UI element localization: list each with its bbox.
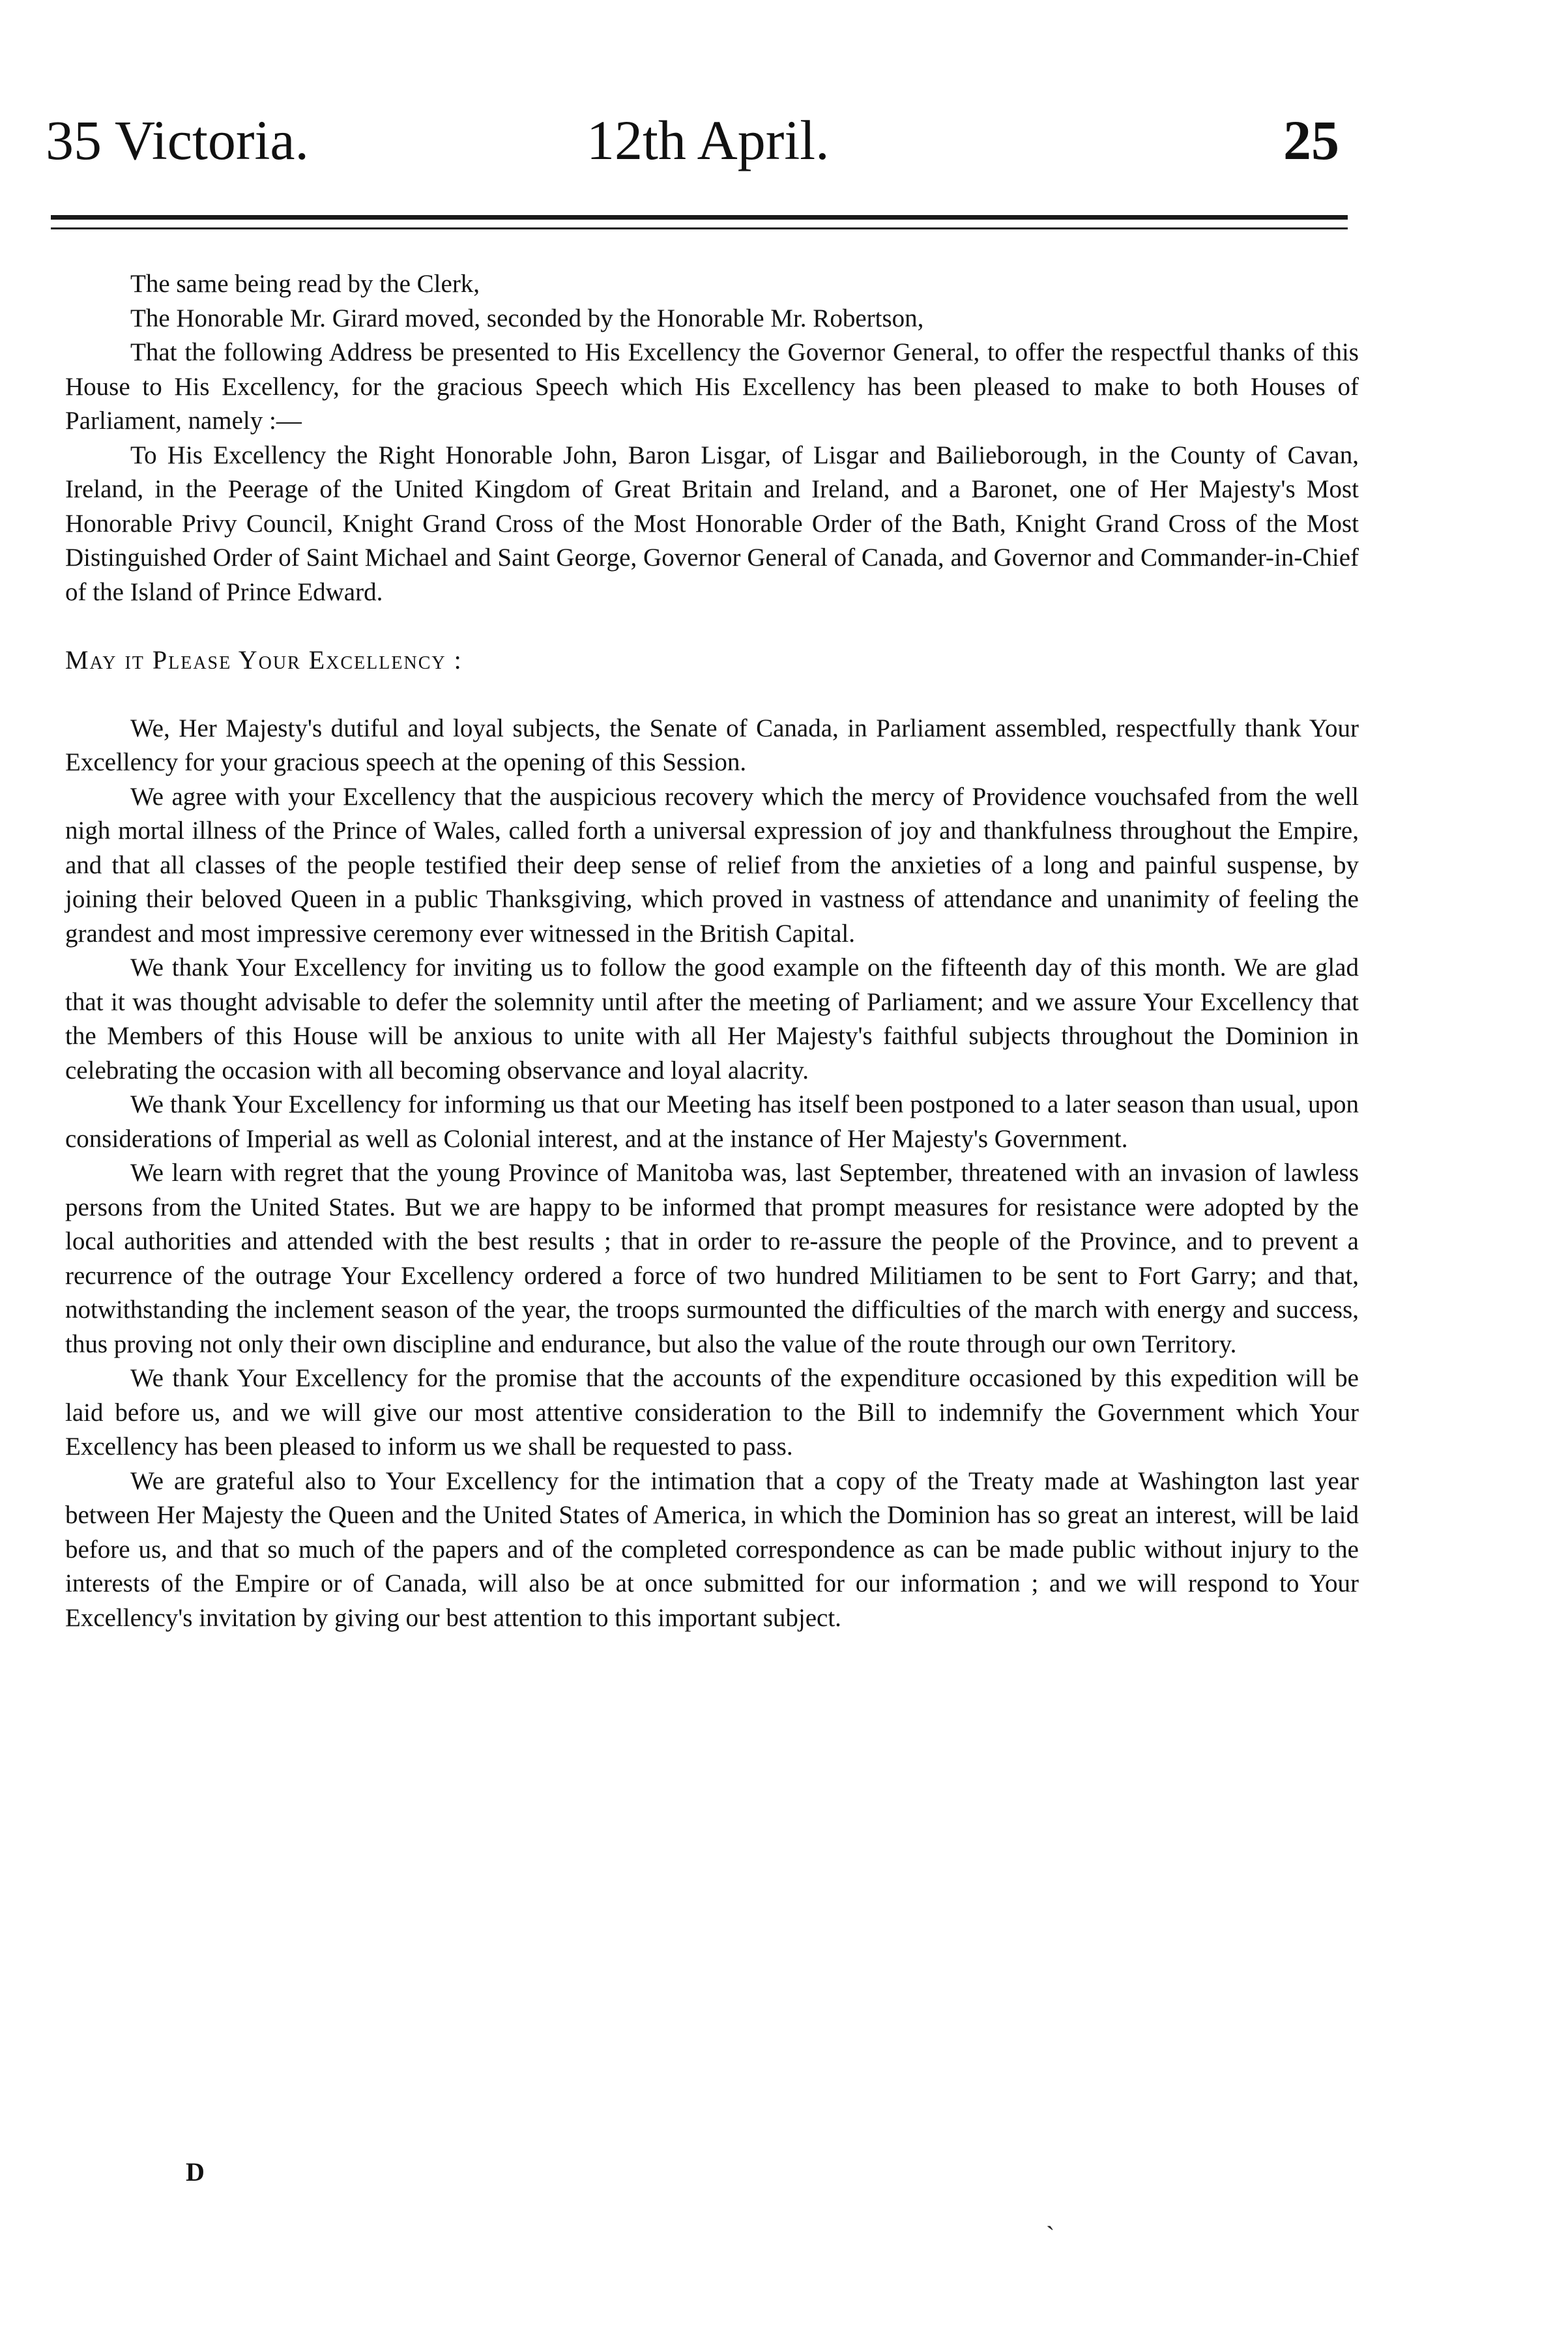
address-paragraph: We thank Your Excellency for the promise that the accounts of the expenditure occasioned by this expedition will be laid before us, and we will give our most attentive consideration to the Bill to indemnify the Government which Your Excellency has been pleased to inform us we shall be requested to pass. [65,1364,1359,1461]
address-paragraph: We, Her Majesty's dutiful and loyal subjects, the Senate of Canada, in Parliament assembled, respectfully thank Your Excellency for your gracious speech at the opening of this Session. [65,714,1359,776]
thick-rule [51,215,1348,220]
address-paragraph: We learn with regret that the young Province of Manitoba was, last September, threatened with an invasion of lawless persons from the United States. But we are happy to be informed that prompt measures for resistance were adopted by the local authorities and attended with the best results ; that in order to re-assure the people of the Province, and to prevent a recurrence of the outrage Your Excellency ordered a force of two hundred Militiamen to be sent to Fort Garry; and that, notwithstanding the inclement season of the year, the troops surmounted the difficulties of the march with energy and success, thus proving not only their own discipline and endurance, but also the value of the route through our own Territory. [65,1159,1359,1358]
address-paragraph: We thank Your Excellency for informing us that our Meeting has itself been postponed to a later season than usual, upon considerations of Imperial as well as Colonial interest, and at the instance of Her Majesty's Government. [65,1090,1359,1153]
header-rules [51,215,1348,229]
signature-mark: D [186,2157,205,2187]
paragraph: The Honorable Mr. Girard moved, seconded by the Honorable Mr. Robertson, [130,304,924,332]
paragraph: That the following Address be presented to His Excellency the Governor General, to offer the respectful thanks of this House to His Excellency, for the gracious Speech which His Excellency has been pleased to make to both Houses of Parliament, namely :— [65,338,1359,435]
address-paragraph: We agree with your Excellency that the auspicious recovery which the mercy of Providence vouchsafed from the well nigh mortal illness of the Prince of Wales, called forth a universal expression of joy and thankfulness throughout the Empire, and that all classes of the people testified their deep sense of relief from the anxieties of a long and painful suspense, by joining their beloved Queen in a public Thanksgiving, which proved in vastness of attendance and unanimity of feeling the grandest and most impressive ceremony ever witnessed in the British Capital. [65,782,1359,948]
stray-mark: ˎ [1046,2201,1055,2230]
header-reign: 35 Victoria. [46,109,310,171]
address-paragraph: We are grateful also to Your Excellency for the intimation that a copy of the Treaty made at Washington last year between Her Majesty the Queen and the United States of America, in which the Dominion has so great an interest, will be laid before us, and that so much of the papers and of the completed correspondence as can be made public without injury to the interests of the Empire or of Canada, will also be at once submitted for our information ; and we will respond to Your Excellency's invitation by giving our best attention to this important subject. [65,1466,1359,1632]
salutation: May it Please Your Excellency : [65,645,463,675]
header-date: 12th April. [587,109,830,171]
page-number: 25 [1283,109,1339,171]
thin-rule [51,227,1348,229]
address-text [65,712,1359,1636]
address-paragraph: We thank Your Excellency for inviting us to follow the good example on the fifteenth day of this month. We are glad that it was thought advisable to defer the solemnity until after the meeting of Parliament; and we assure Your Excellency that the Members of this House will be anxious to unite with all Her Majesty's faithful subjects throughout the Dominion in celebrating the occasion with all becoming observance and loyal alacrity. [65,953,1359,1084]
paragraph: To His Excellency the Right Honorable John, Baron Lisgar, of Lisgar and Bailieborough, in the County of Cavan, Ireland, in the Peerage of the United Kingdom of Great Britain and Ireland, and a Baronet, one of Her Majesty's Most Honorable Privy Council, Knight Grand Cross of the Most Honorable Order of the Bath, Knight Grand Cross of the Most Distinguished Order of Saint Michael and Saint George, Governor General of Canada, and Governor and Commander-in-Chief of the Island of Prince Edward. [65,441,1359,606]
running-header [46,98,1339,196]
paragraph: The same being read by the Clerk, [130,270,480,298]
body-text [65,267,1359,1635]
